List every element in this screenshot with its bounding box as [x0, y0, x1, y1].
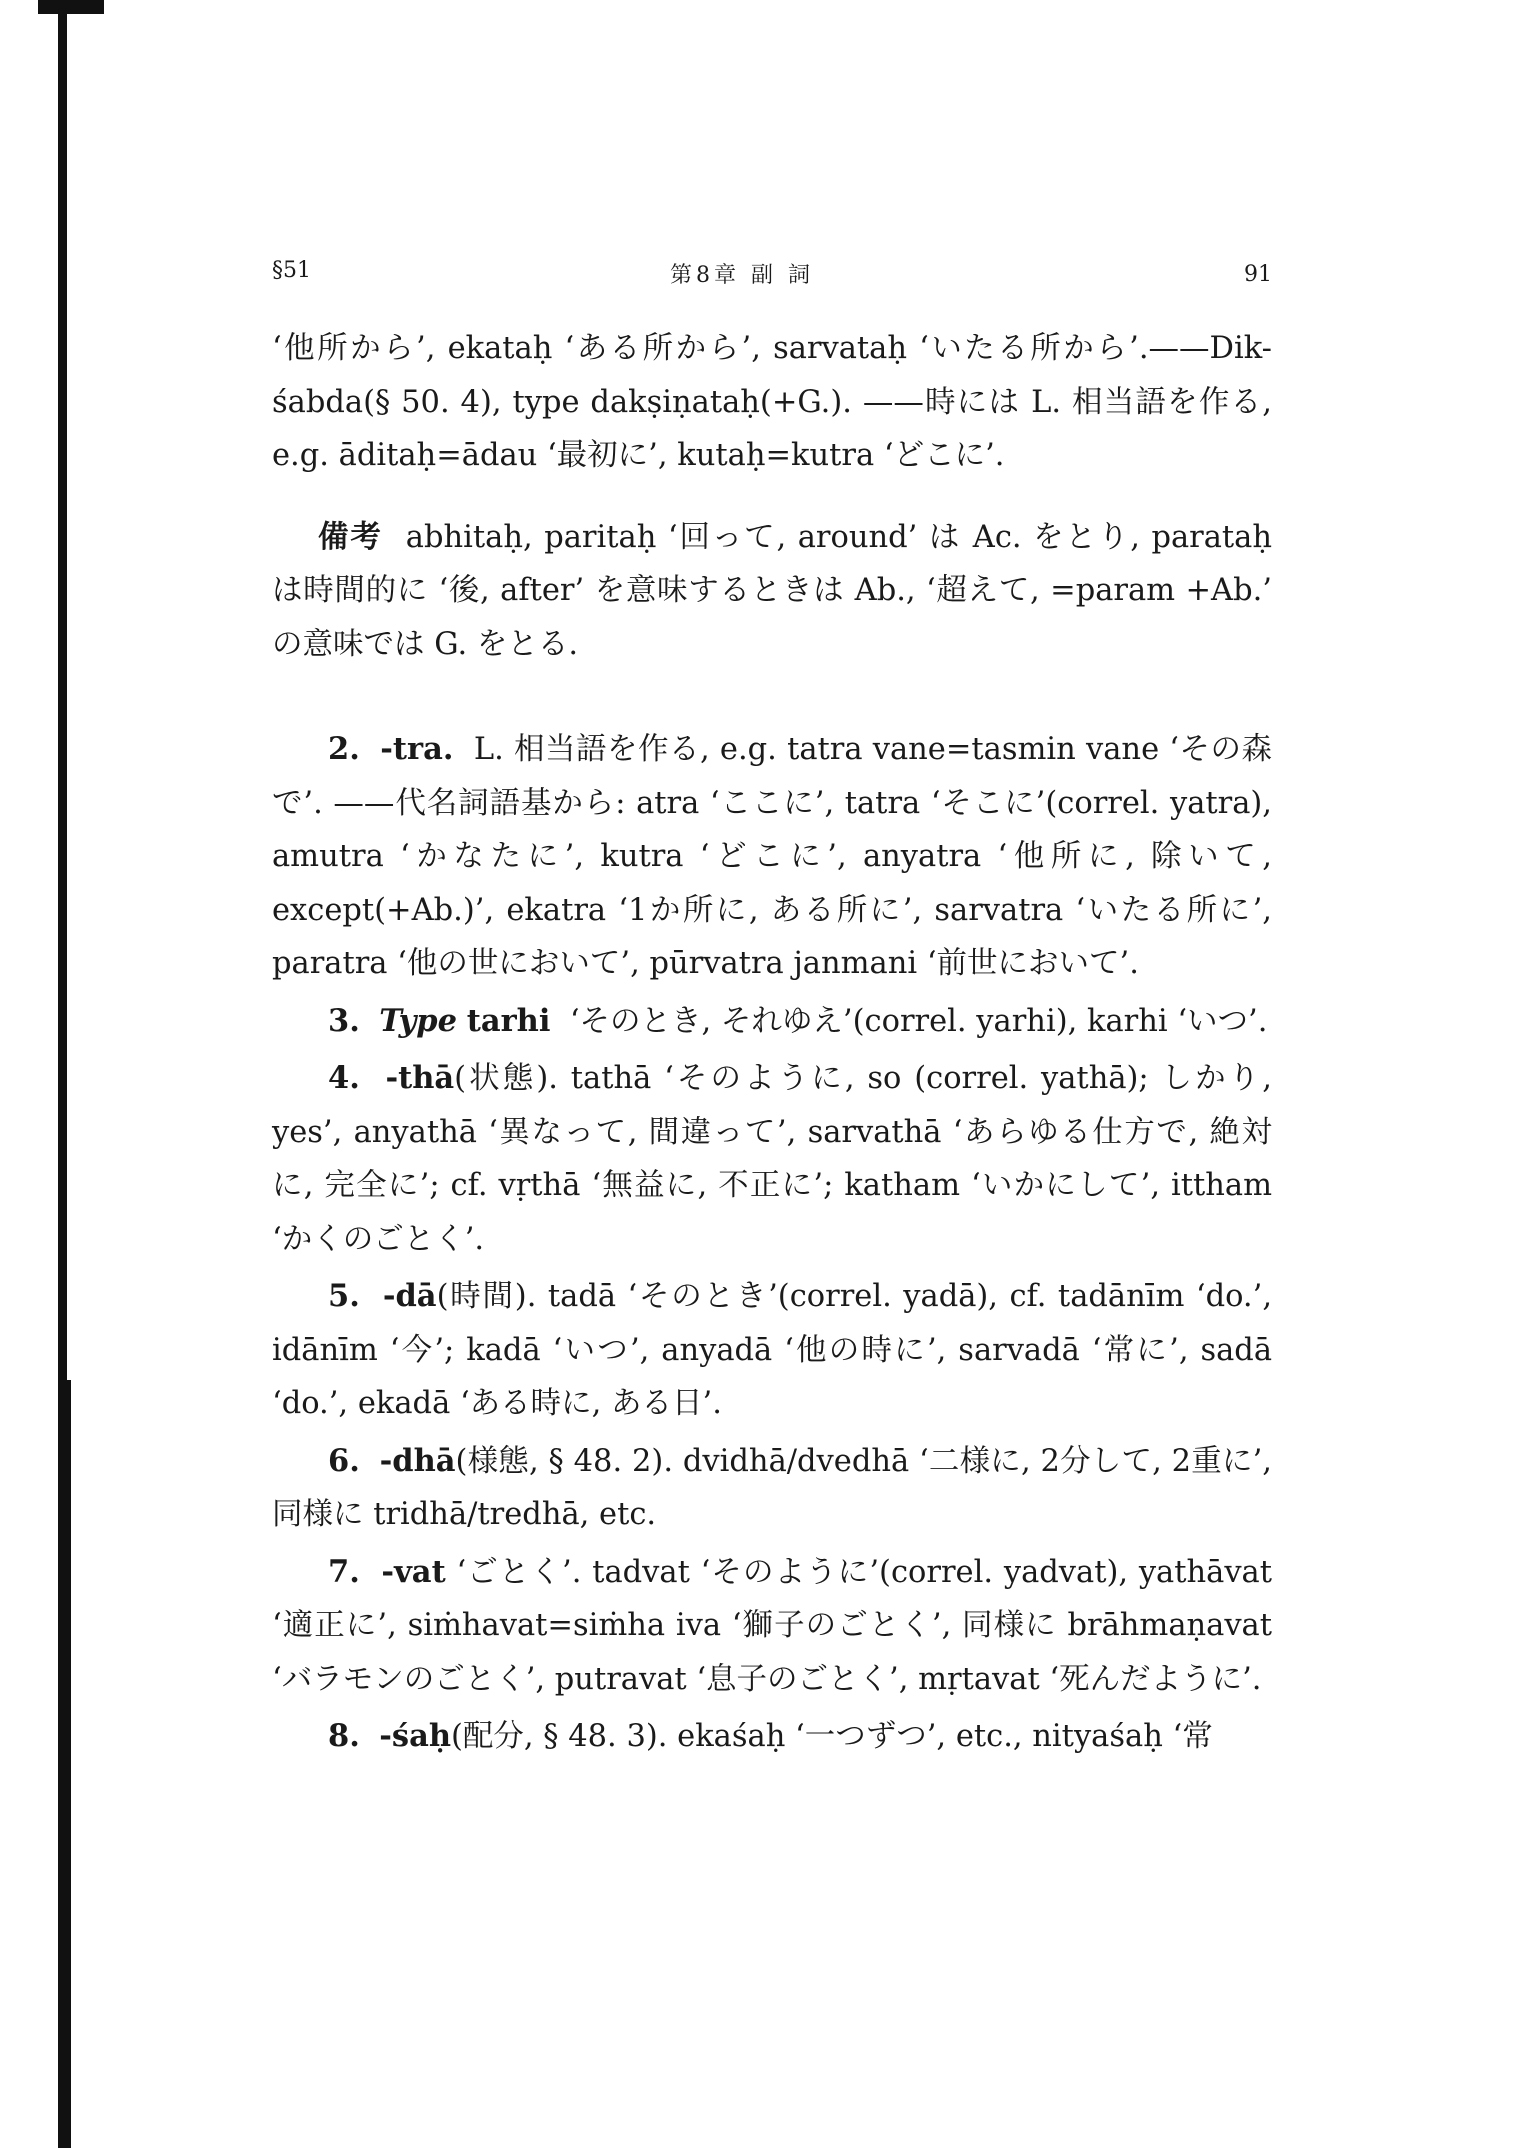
binding-edge-top — [38, 0, 104, 14]
paragraph-text: L. 相当語を作る, e.g. tatra vane=tasmin vane ‘その森で’. ——代名詞語基から: atra ‘ここに’, tatra ‘そこに’(correl. yatra), amutra ‘かなたに’, kutra ‘どこに’, anyatra ‘他所に, 除いて, except(+Ab.)’, ekatra ‘1か所に, ある所に’, sarvatra ‘いたる所に’, paratra ‘他の世において’, pūrvatra janmani ‘前世において’. — [272, 732, 1273, 981]
item-suffix: -śaḥ — [379, 1718, 452, 1754]
section-number: §51 — [272, 258, 311, 283]
item-suffix: -vat — [381, 1553, 446, 1590]
binding-edge-lower — [61, 1380, 71, 2148]
list-item-tarhi — [272, 995, 1272, 1049]
paragraph-text: (状態). tathā ‘そのように, so (correl. yathā); しかり, yes’, anyathā ‘異なって, 間違って’, sarvathā ‘あらゆる仕方で, 絶対に, 完全に’; cf. vṛthā ‘無益に, 不正に’; katham ‘いかにして’, ittham ‘かくのごとく’. — [272, 1061, 1273, 1257]
paragraph-text: ‘ごとく’. tadvat ‘そのように’(correl. yadvat), yathāvat ‘適正に’, siṁhavat=siṁha iva ‘獅子のごとく’, 同様に brāhmaṇavat ‘バラモンのごとく’, putravat ‘息子のごとく’, mṛtavat ‘死んだように’. — [272, 1554, 1272, 1697]
item-suffix: -thā — [385, 1060, 455, 1096]
list-item-dha — [272, 1435, 1272, 1542]
item-number: 5. — [328, 1278, 360, 1314]
paragraph-text: (配分, § 48. 3). ekaśaḥ ‘一つずつ’, etc., nityaśaḥ ‘常 — [451, 1719, 1213, 1754]
item-number: 6. — [328, 1442, 360, 1479]
chapter-title: 第8章 副 詞 — [670, 263, 814, 288]
paragraph-text: (時間). tadā ‘そのとき’(correl. yadā), cf. tadānīm ‘do.’, idānīm ‘今’; kadā ‘いつ’, anyadā ‘他の時に’, sarvadā ‘常に’, sadā ‘do.’, ekadā ‘ある時に, ある日’. — [272, 1279, 1273, 1421]
item-suffix: -dhā — [379, 1442, 456, 1479]
type-word: Type — [379, 1002, 458, 1039]
item-suffix: -tra. — [380, 731, 454, 767]
body-text — [272, 322, 1272, 1768]
running-header — [272, 252, 1272, 292]
paragraph-text: (様態, § 48. 2). dvidhā/dvedhā ‘二様に, 2分して, 2重に’, 同様に tridhā/tredhā, etc. — [272, 1443, 1273, 1532]
remark-label: 備考 — [318, 518, 383, 555]
list-item-vat — [272, 1546, 1272, 1707]
list-item-sah — [272, 1710, 1272, 1764]
remark-paragraph — [272, 511, 1272, 672]
paragraph-continuation — [272, 322, 1272, 483]
item-number: 3. — [328, 1002, 360, 1039]
page-number: 91 — [1244, 262, 1272, 287]
list-item-tha — [272, 1052, 1272, 1266]
item-number: 7. — [328, 1553, 360, 1590]
paragraph-text: abhitaḥ, paritaḥ ‘回って, around’ は Ac. をとり, parataḥ は時間的に ‘後, after’ を意味するときは Ab., ‘超えて, =param +Ab.’ の意味では G. をとる. — [272, 519, 1273, 662]
paragraph-text: ‘他所から’, ekataḥ ‘ある所から’, sarvataḥ ‘いたる所から’.——Dik-śabda(§ 50. 4), type dakṣiṇataḥ(+G.). ——時には L. 相当語を作る, e.g. āditaḥ=ādau ‘最初に’, kutaḥ=kutra ‘どこに’. — [272, 331, 1272, 473]
paragraph-text: ‘そのとき, それゆえ’(correl. yarhi), karhi ‘いつ’. — [569, 1003, 1268, 1039]
list-item-da — [272, 1270, 1272, 1431]
item-number: 2. — [328, 731, 360, 767]
item-number: 8. — [328, 1718, 360, 1754]
item-suffix: tarhi — [466, 1002, 551, 1039]
list-item-tra — [272, 723, 1272, 991]
item-suffix: -dā — [382, 1278, 437, 1314]
item-number: 4. — [328, 1060, 360, 1096]
